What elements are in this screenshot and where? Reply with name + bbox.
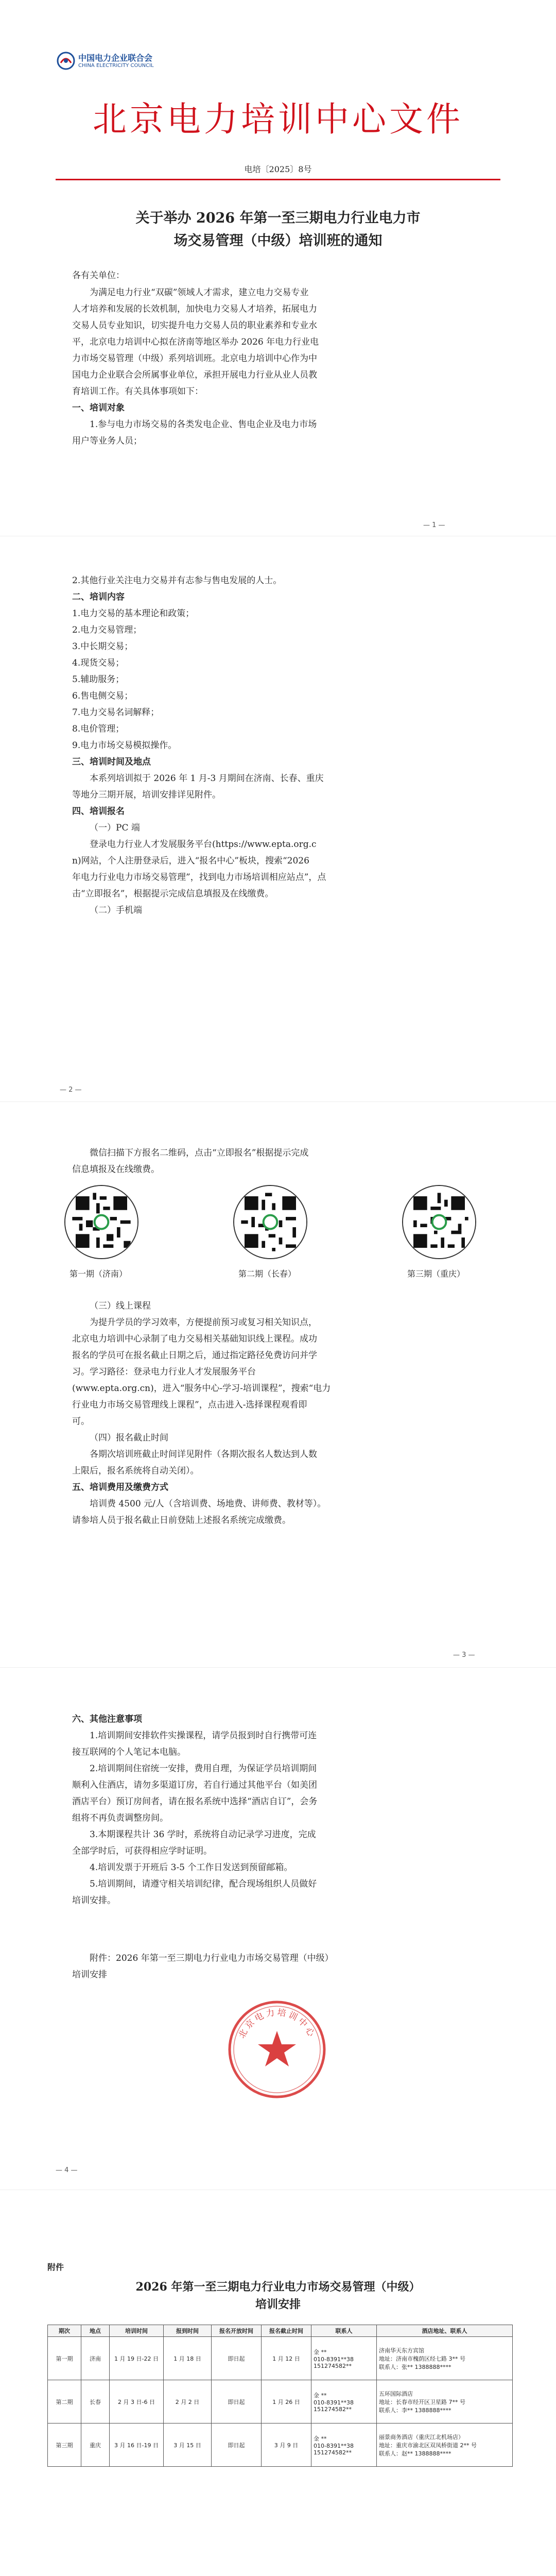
s6-line-5: 酒店平台）预订房间者，请在报名系统中选择“酒店自订”，会务: [72, 1797, 318, 1807]
s4-online-line-1: 为提升学员的学习效率，方便提前预习或复习相关知识点，: [90, 1317, 317, 1328]
s2-item-8: 8.电价管理；: [72, 724, 125, 734]
annex-title: [0, 2278, 556, 2313]
cell-location: 长春: [81, 2380, 110, 2424]
s6-line-11: 培训安排。: [72, 1895, 116, 1906]
page-number-2: — 2 —: [60, 1086, 82, 1094]
page-break-3: [0, 1667, 556, 1668]
s4-online-line-2: 北京电力培训中心录制了电力交易相关基础知识线上课程。成功: [72, 1334, 317, 1344]
cell-location: 重庆: [81, 2424, 110, 2467]
attachment-line-2: 培训安排: [72, 1970, 107, 1980]
s3-line-2: 等地分三期开展，培训安排详见附件。: [72, 790, 221, 800]
s4-pc-line-1: 登录电力行业人才发展服务平台(https://www.epta.org.c: [90, 839, 317, 850]
cell-registration-deadline: 3 月 9 日: [262, 2424, 311, 2467]
intro-line-3: 交易人员专业知识，切实提升电力交易人员的职业素养和专业水: [72, 320, 317, 331]
page-number-3: — 3 —: [453, 1651, 475, 1659]
cell-session: 第二期: [48, 2380, 81, 2424]
qr-code-changchun: [233, 1185, 307, 1259]
qr-caption-jinan: 第一期（济南）: [70, 1269, 128, 1279]
col-header: 报名截止时间: [262, 2325, 311, 2337]
cell-registration-open: 即日起: [212, 2380, 262, 2424]
intro-line-1: 为满足电力行业“双碳”领域人才需求，建立电力交易专业: [90, 287, 309, 298]
s4-deadline-line-1: 各期次培训班截止时间详见附件（各期次报名人数达到人数: [90, 1449, 317, 1460]
org-name-en: CHINA ELECTRICITY COUNCIL: [78, 63, 154, 69]
page-number-4: — 4 —: [56, 2166, 78, 2174]
intro-line-4: 平，北京电力培训中心拟在济南等地区举办 2026 年电力行业电: [72, 337, 319, 347]
doc-number: 电培〔2025〕8号: [244, 164, 312, 174]
schedule-table: [47, 2325, 513, 2467]
s2-item-9: 9.电力市场交易模拟操作。: [72, 740, 177, 751]
s4-online-line-5: (www.epta.org.cn)，进入“服务中心-学习-培训课程”，搜索“电力: [72, 1383, 331, 1394]
s2-item-6: 6.售电侧交易；: [72, 691, 133, 701]
qr-pattern-icon: [65, 1186, 137, 1258]
cell-hotel: 丽景商务酒店（重庆江北机场店） 地址：重庆市渝北区双凤桥街道 2** 号 联系人：赵** 1388888****: [377, 2424, 513, 2467]
s4-online-line-7: 可。: [72, 1416, 90, 1427]
s6-line-1: 1.培训期间安排软件实操课程，请学员报到时自行携带可连: [90, 1731, 317, 1741]
col-header: 报到时间: [164, 2325, 212, 2337]
cell-contact: 金 ** 010-8391**38 151274582**: [311, 2380, 377, 2424]
page-number-1: — 1 —: [423, 521, 445, 529]
s4-sub-pc: （一）PC 端: [90, 823, 140, 833]
qr-pattern-icon: [234, 1186, 306, 1258]
qr-code-jinan: [64, 1185, 138, 1259]
official-seal: [227, 1999, 327, 2100]
s4-online-line-3: 报名的学员可在报名截止日期之后，通过指定路径免费访问并学: [72, 1350, 317, 1361]
s2-item-5: 5.辅助服务；: [72, 674, 125, 685]
cell-checkin-date: 2 月 2 日: [164, 2380, 212, 2424]
qr-caption-chongqing: 第三期（重庆）: [407, 1269, 465, 1279]
col-header: 地点: [81, 2325, 110, 2337]
annex-label: 附件: [47, 2262, 64, 2272]
s6-line-10: 5.培训期间，请遵守相关培训纪律，配合现场组织人员做好: [90, 1879, 317, 1889]
col-header: 期次: [48, 2325, 81, 2337]
letterhead-title: 北京电力培训中心文件: [93, 99, 463, 139]
section-5-title: 五、培训费用及缴费方式: [72, 1482, 168, 1493]
s1-item1-line1: 1.参与电力市场交易的各类发电企业、售电企业及电力市场: [90, 419, 317, 430]
s4-sub-mobile: （二）手机端: [90, 905, 142, 916]
salutation: 各有关单位：: [72, 270, 125, 281]
section-4-title: 四、培训报名: [72, 806, 125, 817]
s4-deadline-line-2: 上限后，报名系统将自动关闭）。: [72, 1466, 199, 1476]
annex-title-line1: 2026 年第一至三期电力行业电力市场交易管理（中级）: [135, 2280, 421, 2294]
s4-mobile-line-2: 信息填报及在线缴费。: [72, 1164, 160, 1175]
cell-contact: 金 ** 010-8391**38 151274582**: [311, 2337, 377, 2380]
notice-title-line1: 关于举办 2026 年第一至三期电力行业电力市: [135, 210, 421, 226]
notice-title-line2: 场交易管理（中级）培训班的通知: [173, 233, 383, 249]
qr-caption-changchun: 第二期（长春）: [238, 1269, 297, 1279]
cell-registration-deadline: 1 月 26 日: [262, 2380, 311, 2424]
s4-online-line-6: 行业电力市场交易管理线上课程”，点击进入-选择课程观看即: [72, 1400, 307, 1410]
s4-pc-line-3: 年电力行业电力市场交易管理”，找到电力市场培训相应站点”，点: [72, 872, 326, 883]
s2-item-7: 7.电力交易名词解释；: [72, 707, 160, 718]
s1-item1-line2: 用户等业务人员；: [72, 436, 142, 446]
cell-training-dates: 2 月 3 日-6 日: [110, 2380, 164, 2424]
s6-line-2: 接互联网的个人笔记本电脑。: [72, 1747, 186, 1757]
cell-hotel: 五环国际酒店 地址：长春市经开区卫星路 7** 号 联系人：李** 1388888****: [377, 2380, 513, 2424]
s6-line-9: 4.培训发票于开班后 3-5 个工作日发送到预留邮箱。: [90, 1862, 293, 1873]
org-name-cn: 中国电力企业联合会: [78, 53, 153, 63]
annex-title-line2: 培训安排: [255, 2298, 301, 2311]
s4-mobile-line-1: 微信扫描下方报名二维码，点击“立即报名”根据提示完成: [90, 1148, 309, 1158]
s5-line-2: 请参培人员于报名截止日前登陆上述报名系统完成缴费。: [72, 1515, 291, 1526]
s6-line-7: 3.本期课程共计 36 学时，系统将自动记录学习进度，完成: [90, 1829, 316, 1840]
table-row: [48, 2337, 513, 2380]
intro-line-7: 育培训工作。有关具体事项如下：: [72, 386, 203, 397]
col-header: 联系人: [311, 2325, 377, 2337]
s6-line-4: 顺利入住酒店，请勿多渠道订房，若自行通过其他平台（如美团: [72, 1780, 317, 1790]
cell-location: 济南: [81, 2337, 110, 2380]
table-row: [48, 2380, 513, 2424]
s6-line-6: 组将不再负责调整房间。: [72, 1813, 168, 1823]
s2-item-3: 3.中长期交易；: [72, 641, 133, 652]
s6-line-3: 2.培训期间住宿统一安排，费用自理，为保证学员培训期间: [90, 1764, 317, 1774]
cell-registration-deadline: 1 月 12 日: [262, 2337, 311, 2380]
s4-online-line-4: 习。学习路径：登录电力行业人才发展服务平台: [72, 1367, 256, 1377]
col-header: 培训时间: [110, 2325, 164, 2337]
cell-contact: 金 ** 010-8391**38 151274582**: [311, 2424, 377, 2467]
intro-line-5: 力市场交易管理（中级）系列培训班。北京电力培训中心作为中: [72, 353, 317, 364]
s2-item-2: 2.电力交易管理；: [72, 625, 142, 635]
notice-title: [0, 207, 556, 252]
cell-session: 第一期: [48, 2337, 81, 2380]
s4-sub-online: （三）线上课程: [90, 1301, 151, 1311]
intro-line-6: 国电力企业联合会所属事业单位，承担开展电力行业从业人员教: [72, 370, 317, 380]
red-divider: [56, 179, 500, 180]
section-6-title: 六、其他注意事项: [72, 1714, 142, 1724]
s2-item-4: 4.现货交易；: [72, 658, 125, 668]
s1-item2: 2.其他行业关注电力交易并有志参与售电发展的人士。: [72, 575, 282, 586]
table-header-row: [48, 2325, 513, 2337]
s6-line-8: 全部学时后，可获得相应学时证明。: [72, 1846, 212, 1856]
cell-checkin-date: 1 月 18 日: [164, 2337, 212, 2380]
s2-item-1: 1.电力交易的基本理论和政策；: [72, 608, 195, 619]
svg-text:北京电力培训中心: 北京电力培训中心: [236, 2007, 318, 2040]
s3-line-1: 本系列培训拟于 2026 年 1 月-3 月期间在济南、长春、重庆: [90, 773, 324, 784]
page-break-2: [0, 1101, 556, 1102]
intro-line-2: 人才培养和发展的长效机制，加快电力交易人才培养，拓展电力: [72, 304, 317, 314]
s5-line-1: 培训费 4500 元/人（含培训费、场地费、讲师费、教材等）。: [90, 1499, 326, 1509]
cell-checkin-date: 3 月 15 日: [164, 2424, 212, 2467]
cell-training-dates: 3 月 16 日-19 日: [110, 2424, 164, 2467]
cell-session: 第三期: [48, 2424, 81, 2467]
letterhead-logo: [57, 49, 190, 73]
cell-hotel: 济南华天东方宾馆 地址：济南市槐荫区经七路 3** 号 联系人：张** 1388888****: [377, 2337, 513, 2380]
seal-stamp-icon: [227, 1999, 327, 2100]
section-1-title: 一、培训对象: [72, 403, 125, 413]
section-3-title: 三、培训时间及地点: [72, 757, 151, 767]
cell-registration-open: 即日起: [212, 2337, 262, 2380]
s4-pc-line-2: n)网站，个人注册登录后，进入“报名中心”板块，搜索“2026: [72, 856, 309, 866]
table-row: [48, 2424, 513, 2467]
cell-training-dates: 1 月 19 日-22 日: [110, 2337, 164, 2380]
attachment-line-1: 附件：2026 年第一至三期电力行业电力市场交易管理（中级）: [90, 1953, 334, 1963]
s4-sub-deadline: （四）报名截止时间: [90, 1433, 168, 1443]
col-header: 酒店地址、联系人: [377, 2325, 513, 2337]
section-2-title: 二、培训内容: [72, 592, 125, 602]
qr-code-chongqing: [402, 1185, 476, 1259]
col-header: 报名开放时间: [212, 2325, 262, 2337]
s4-pc-line-4: 击“立即报名”，根据提示完成信息填报及在线缴费。: [72, 889, 274, 899]
qr-pattern-icon: [403, 1186, 475, 1258]
cell-registration-open: 即日起: [212, 2424, 262, 2467]
cec-logo-icon: [57, 52, 75, 70]
